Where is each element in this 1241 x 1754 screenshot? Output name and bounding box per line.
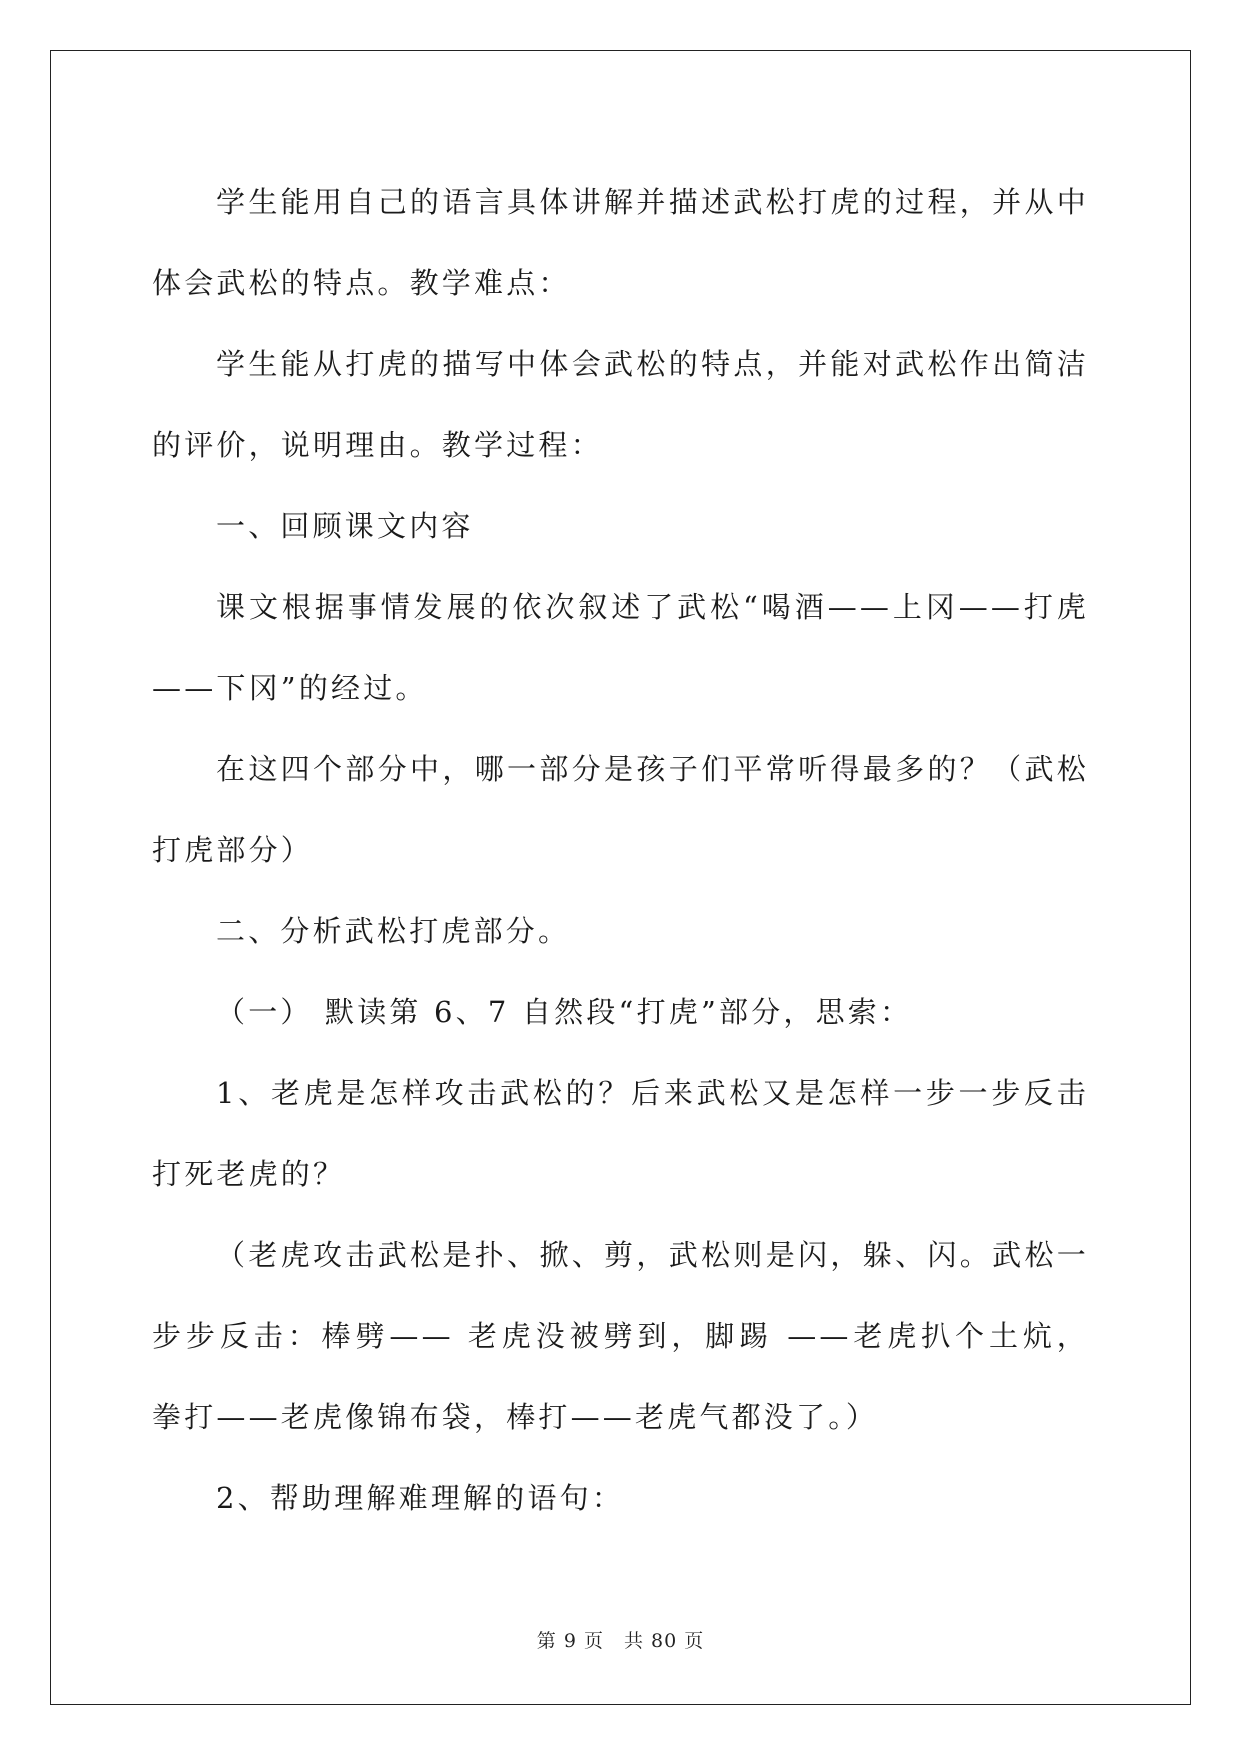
page-footer: 第 9 页 共 80 页: [536, 1630, 705, 1652]
subsection-heading: （一） 默读第 6、7 自然段“打虎”部分，思索：: [216, 995, 913, 1029]
paragraph-3: 课文根据事情发展的依次叙述了武松“喝酒——上冈——打虎——下冈”的经过。: [152, 590, 1089, 705]
section-heading-2: 二、分析武松打虎部分。: [216, 914, 571, 948]
paragraph-2: 学生能从打虎的描写中体会武松的特点，并能对武松作出简洁的评价，说明理由。教学过程：: [152, 347, 1089, 462]
paragraph-1: 学生能用自己的语言具体讲解并描述武松打虎的过程，并从中体会武松的特点。教学难点：: [152, 185, 1089, 300]
document-body: [152, 162, 1089, 1539]
question-2: 2、帮助理解难理解的语句：: [216, 1481, 625, 1515]
question-1: 1、老虎是怎样攻击武松的？后来武松又是怎样一步一步反击打死老虎的？: [152, 1076, 1089, 1191]
paragraph-4: 在这四个部分中，哪一部分是孩子们平常听得最多的？（武松打虎部分）: [152, 752, 1089, 867]
section-heading-1: 一、回顾课文内容: [216, 509, 474, 543]
answer-1: （老虎攻击武松是扑、掀、剪，武松则是闪，躲、闪。武松一步步反击：棒劈—— 老虎没被劈到，脚踢 ——老虎扒个土炕， 拳打——老虎像锦布袋，棒打——老虎气都没了。）: [152, 1238, 1089, 1434]
